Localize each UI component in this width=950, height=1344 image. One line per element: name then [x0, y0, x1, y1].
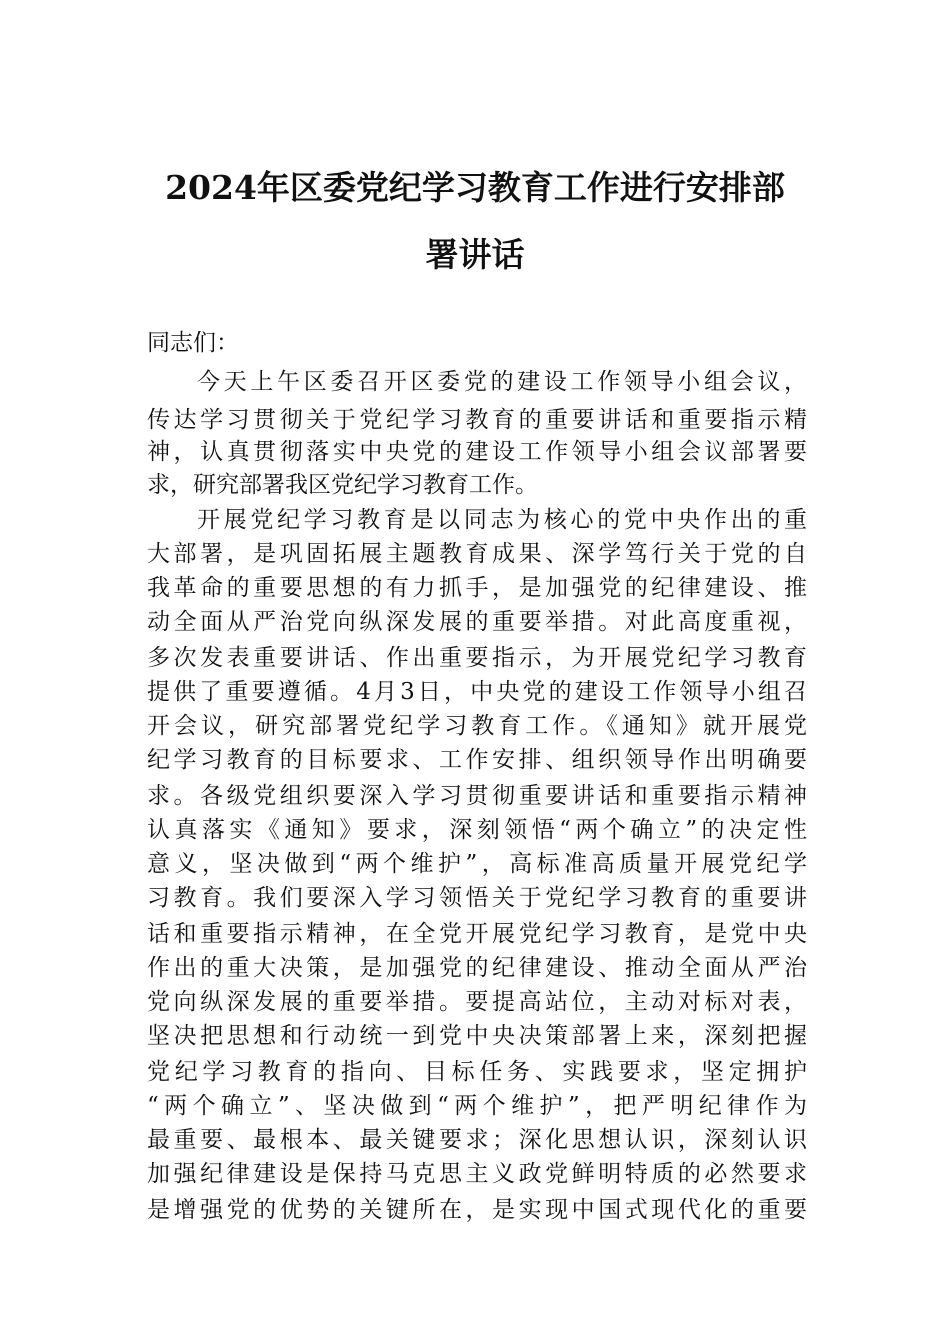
paragraph-2-line: 最重要、最根本、最关键要求；深化思想认识，深刻认识	[147, 1127, 807, 1153]
document-title-line-2: 署讲话	[425, 235, 525, 274]
paragraph-1-line: 求，研究部署我区党纪学习教育工作。	[147, 472, 538, 498]
paragraph-2-line: 坚决把思想和行动统一到党中央决策部署上来，深刻把握	[147, 1023, 807, 1049]
paragraph-1-line: 传达学习贯彻关于党纪学习教育的重要讲话和重要指示精	[147, 407, 807, 433]
paragraph-2-line: 纪学习教育的目标要求、工作安排、组织领导作出明确要	[147, 747, 807, 773]
paragraph-2-line: 党纪学习教育的指向、目标任务、实践要求，坚定拥护	[147, 1059, 807, 1085]
paragraph-2-line: 开展党纪学习教育是以同志为核心的党中央作出的重	[197, 507, 807, 533]
paragraph-2-line: “两个确立”、坚决做到“两个维护”，把严明纪律作为	[147, 1093, 807, 1119]
paragraph-2-line: 是增强党的优势的关键所在，是实现中国式现代化的重要	[147, 1197, 807, 1223]
salutation: 同志们：	[147, 330, 239, 356]
paragraph-2-line: 求。各级党组织要深入学习贯彻重要讲话和重要指示精神	[147, 783, 807, 809]
paragraph-2-line: 动全面从严治党向纵深发展的重要举措。对此高度重视，	[147, 609, 807, 635]
paragraph-2-line: 认真落实《通知》要求，深刻领悟“两个确立”的决定性	[147, 817, 807, 843]
paragraph-2-line: 习教育。我们要深入学习领悟关于党纪学习教育的重要讲	[147, 885, 807, 911]
paragraph-2-line: 我革命的重要思想的有力抓手，是加强党的纪律建设、推	[147, 575, 807, 601]
paragraph-2-line: 提供了重要遵循。4月3日，中央党的建设工作领导小组召	[147, 679, 807, 705]
document-title-line-1: 2024年区委党纪学习教育工作进行安排部	[165, 168, 785, 207]
paragraph-2-line: 作出的重大决策，是加强党的纪律建设、推动全面从严治	[147, 955, 807, 981]
paragraph-2-line: 大部署，是巩固拓展主题教育成果、深学笃行关于党的自	[147, 541, 807, 567]
paragraph-2-line: 加强纪律建设是保持马克思主义政党鲜明特质的必然要求	[147, 1161, 807, 1187]
paragraph-2-line: 党向纵深发展的重要举措。要提高站位，主动对标对表，	[147, 989, 807, 1015]
paragraph-2-line: 多次发表重要讲话、作出重要指示，为开展党纪学习教育	[147, 645, 807, 671]
paragraph-2-line: 话和重要指示精神，在全党开展党纪学习教育，是党中央	[147, 921, 807, 947]
paragraph-1-line: 神，认真贯彻落实中央党的建设工作领导小组会议部署要	[147, 439, 807, 465]
paragraph-1-line: 今天上午区委召开区委党的建设工作领导小组会议，	[197, 369, 807, 395]
paragraph-2-line: 开会议，研究部署党纪学习教育工作。《通知》就开展党	[147, 713, 807, 739]
paragraph-2-line: 意义，坚决做到“两个维护”，高标准高质量开展党纪学	[147, 851, 807, 877]
